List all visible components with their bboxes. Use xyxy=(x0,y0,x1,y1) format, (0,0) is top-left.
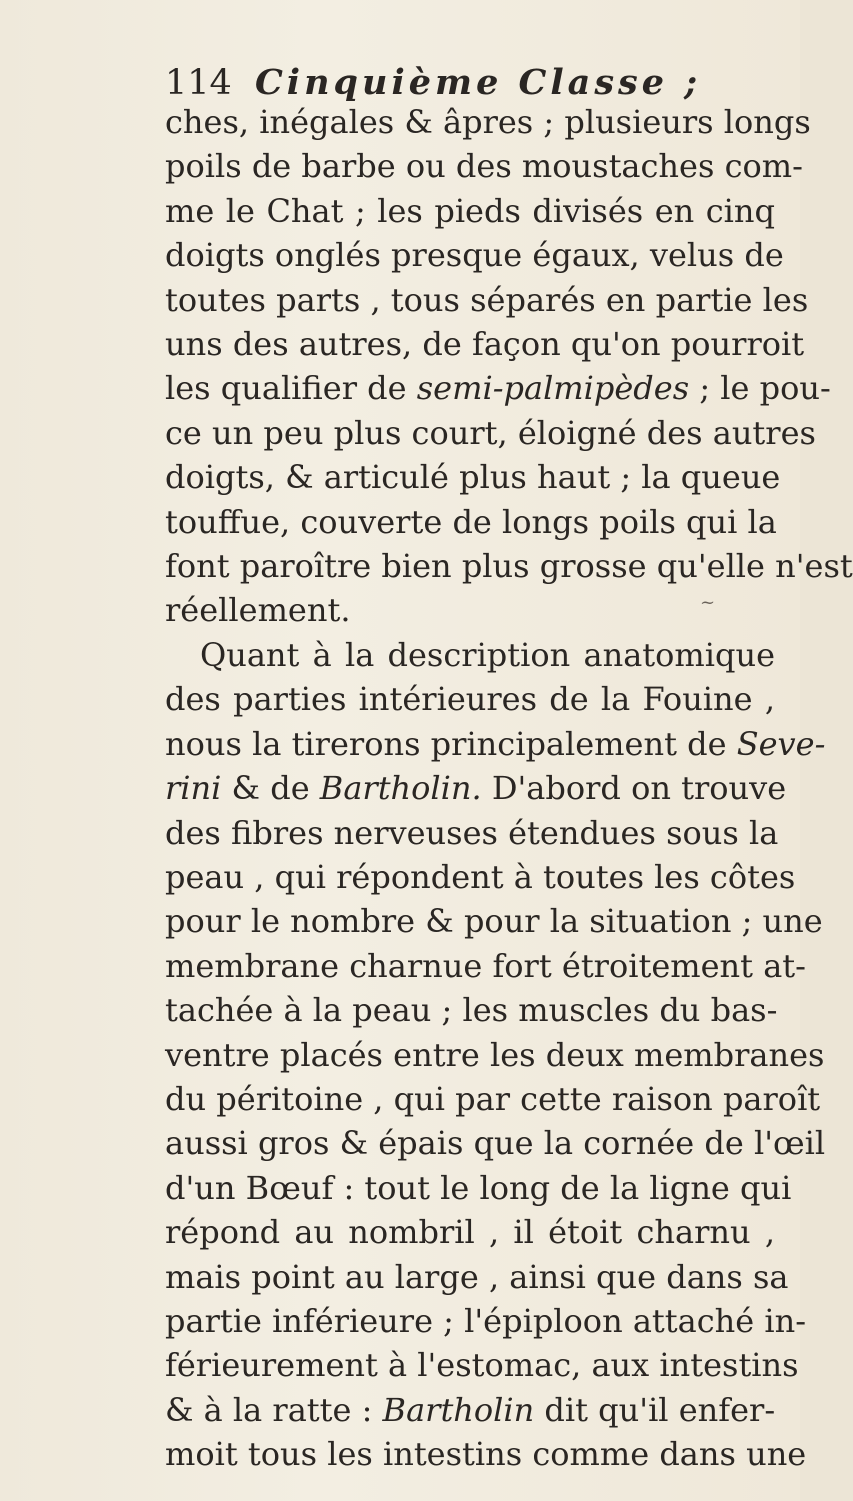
text-line: doigts, & articulé plus haut ; la queue xyxy=(165,458,781,497)
text-line: touffue, couverte de longs poils qui la xyxy=(165,502,777,541)
body-text xyxy=(165,100,853,1477)
text-line: férieurement à l'estomac, aux intestins xyxy=(165,1346,799,1385)
text-line: partie inférieure ; l'épiploon attaché in- xyxy=(165,1301,807,1340)
text-line: tachée à la peau ; les muscles du bas- xyxy=(165,991,778,1030)
text-line: membrane charnue fort étroitement at- xyxy=(165,946,806,985)
italic-text: Seve- xyxy=(736,724,826,763)
italic-text: rini xyxy=(165,769,222,808)
text-line xyxy=(165,722,826,766)
text-line xyxy=(165,766,787,810)
text-line: toutes parts , tous séparés en partie les xyxy=(165,280,809,319)
text-line: réellement. xyxy=(165,591,351,630)
text-line: aussi gros & épais que la cornée de l'œil xyxy=(165,1124,826,1163)
text-line: doigts onglés presque égaux, velus de xyxy=(165,236,784,275)
text-segment: dit qu'il enfer- xyxy=(534,1390,776,1429)
text-line: ce un peu plus court, éloigné des autres xyxy=(165,413,816,452)
text-line: d'un Bœuf : tout le long de la ligne qui xyxy=(165,1168,792,1207)
text-line: font paroître bien plus grosse qu'elle n'est xyxy=(165,547,853,586)
text-line: ventre placés entre les deux membranes xyxy=(165,1035,825,1074)
italic-text: Bartholin xyxy=(382,1390,535,1429)
text-line: des parties intérieures de la Fouine , xyxy=(165,680,775,719)
text-segment: ; le pou- xyxy=(689,369,831,408)
text-segment: nous la tirerons principalement de xyxy=(165,724,737,763)
text-segment: D'abord on trouve xyxy=(481,769,787,808)
text-line: des fibres nerveuses étendues sous la xyxy=(165,813,779,852)
text-segment: & à la ratte : xyxy=(165,1390,383,1429)
text-line: peau , qui répondent à toutes les côtes xyxy=(165,857,796,896)
text-line: mais point au large , ainsi que dans sa xyxy=(165,1257,789,1296)
text-segment: les qualifier de xyxy=(165,369,417,408)
text-line: Quant à la description anatomique xyxy=(200,635,775,674)
text-line: pour le nombre & pour la situation ; une xyxy=(165,902,823,941)
italic-text: Bartholin. xyxy=(319,769,482,808)
text-line: uns des autres, de façon qu'on pourroit xyxy=(165,325,805,364)
tilde-mark: ~ xyxy=(700,592,716,613)
text-line: du péritoine , qui par cette raison paroît xyxy=(165,1079,821,1118)
text-line: poils de barbe ou des moustaches com- xyxy=(165,147,803,186)
text-line xyxy=(165,1388,775,1432)
text-line: me le Chat ; les pieds divisés en cinq xyxy=(165,191,775,230)
running-title: Cinquième Classe ; xyxy=(254,62,702,103)
text-line: moit tous les intestins comme dans une xyxy=(165,1435,807,1474)
text-line: ches, inégales & âpres ; plusieurs longs xyxy=(165,103,811,141)
text-line xyxy=(165,366,831,410)
text-line: répond au nombril , il étoit charnu , xyxy=(165,1213,775,1252)
text-segment: & de xyxy=(221,769,320,808)
page-number: 114 xyxy=(165,63,232,103)
italic-text: semi-palmipèdes xyxy=(416,369,690,408)
